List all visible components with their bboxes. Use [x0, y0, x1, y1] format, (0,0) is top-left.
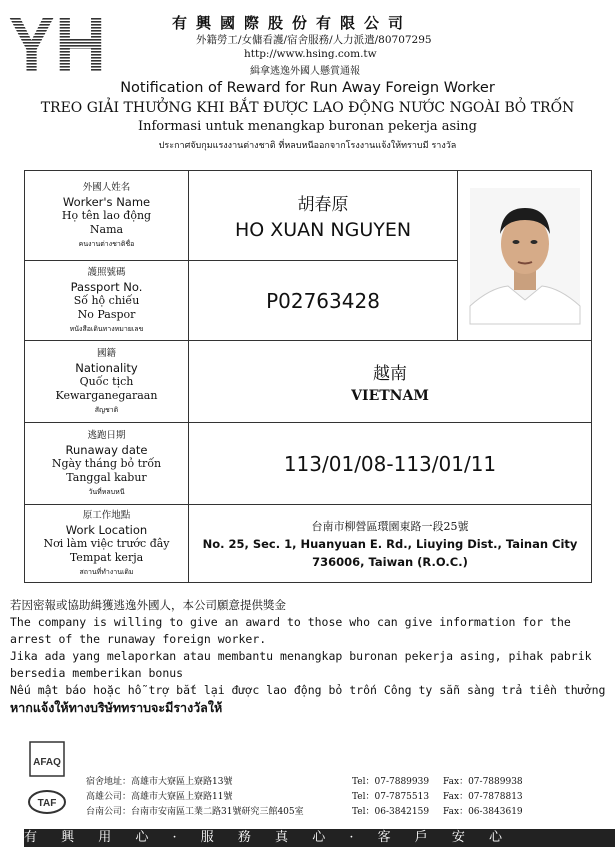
location-en-1: No. 25, Sec. 1, Huanyuan E. Rd., Liuying Dist., Tainan City [202, 536, 578, 551]
worker-name-zh: 胡春原 [297, 195, 349, 215]
label-nationality: 國籍 Nationality Quốc tịch Kewarganegaraan สัญชาติ [25, 341, 189, 423]
label-location: 原工作地點 Work Location Nơi làm việc trước đây Tempat kerja สถานที่ทำงานเดิม [25, 505, 189, 583]
label-runaway: 逃跑日期 Runaway date Ngày tháng bỏ trốn Tanggal kabur วันที่หลบหนี [25, 423, 189, 505]
label-name: 外國人姓名 Worker's Name Họ tên lao động Nama คนงานต่างชาติชื่อ [25, 171, 189, 261]
slogan-bar: 有 興 用 心 · 服 務 真 心 · 客 戶 安 心 [24, 829, 615, 847]
value-nationality [189, 341, 592, 423]
company-logo [8, 0, 106, 89]
photo-cell [458, 171, 592, 341]
runaway-date: 113/01/08-113/01/11 [283, 451, 497, 476]
value-passport [189, 261, 458, 341]
office-dorm: 宿舍地址：高雄市大寮區上寮路13號 [86, 777, 233, 787]
nationality: VIETNAM [351, 388, 429, 404]
office-tainan: 台南公司：台南市安南區工業二路31號研究三館405室 [86, 807, 304, 817]
worker-photo [470, 188, 580, 324]
logo-text: YH [8, 0, 106, 89]
company-name: 有興國際股份有限公司 [172, 14, 413, 32]
value-runaway [189, 423, 592, 505]
title-vietnamese: TREO GIẢI THƯỞNG KHI BẮT ĐƯỢC LAO ĐỘNG NƯỚC NGOÀI BỎ TRỐN [40, 100, 575, 116]
taf-cert-text: TAF [37, 798, 57, 809]
office-kaohsiung: 高雄公司：高雄市大寮區上寮路11號 [86, 792, 233, 802]
value-location [189, 505, 592, 583]
certification-logos [26, 740, 70, 840]
label-passport: 護照號碼 Passport No. Số hộ chiếu No Paspor หนังสือเดินทางหมายเลข [25, 261, 189, 341]
note-id: Jika ada yang melaporkan atau membantu menangkap buronan pekerja asing, pihak pabrik bersedia memberikan bonus [10, 649, 592, 680]
note-en: The company is willing to give an award to those who can give information for the arrest of the runaway foreign worker. [10, 615, 571, 646]
location-en-2: 736006, Taiwan (R.O.C.) [312, 554, 468, 569]
afaq-cert-text: AFAQ [33, 757, 61, 768]
location-zh: 台南市柳營區環園東路一段25號 [311, 519, 469, 533]
notice-subtitle: 緝拿逃逸外國人懸賞通報 [250, 66, 360, 77]
office-addresses [86, 775, 304, 820]
row-location [25, 505, 592, 583]
title-indonesian: Informasi untuk menangkap buronan pekerja asing [137, 119, 478, 134]
note-zh: 若因密報或協助緝獲逃逸外國人，本公司願意提供獎金 [10, 598, 286, 612]
worker-info-table [24, 170, 592, 583]
row-runaway [25, 423, 592, 505]
title-thai: ประกาศจับกุมแรงงานต่างชาติ ที่หลบหนีออกจากโรงงานแจ้งให้ทราบมี รางวัล [158, 141, 457, 151]
worker-name: HO XUAN NGUYEN [234, 219, 412, 241]
website-link[interactable]: http://www.hsing.com.tw [244, 48, 377, 60]
office-fax-list: Fax：07-7889938 Fax：07-7878813 Fax：06-3843619 [443, 777, 523, 817]
reward-notes [10, 597, 610, 716]
nationality-zh: 越南 [373, 364, 407, 384]
note-vi: Nếu mật báo hoặc hỗ trợ bắt lại được lao động bỏ trốn Công ty sẵn sàng trả tiền thưởng [10, 683, 606, 697]
title-english: Notification of Reward for Run Away Foreign Worker [120, 80, 495, 96]
services-line: 外籍勞工/女傭看護/宿舍服務/人力派遣/80707295 [196, 34, 432, 46]
row-name [25, 171, 592, 261]
passport-number: P02763428 [266, 288, 380, 313]
office-tel-list: Tel：07-7889939 Tel：07-7875513 Tel：06-3842159 [352, 777, 430, 817]
row-nationality [25, 341, 592, 423]
value-name [189, 171, 458, 261]
note-th: หากแจ้งให้ทางบริษัททราบจะมีรางวัลให้ [10, 700, 223, 715]
